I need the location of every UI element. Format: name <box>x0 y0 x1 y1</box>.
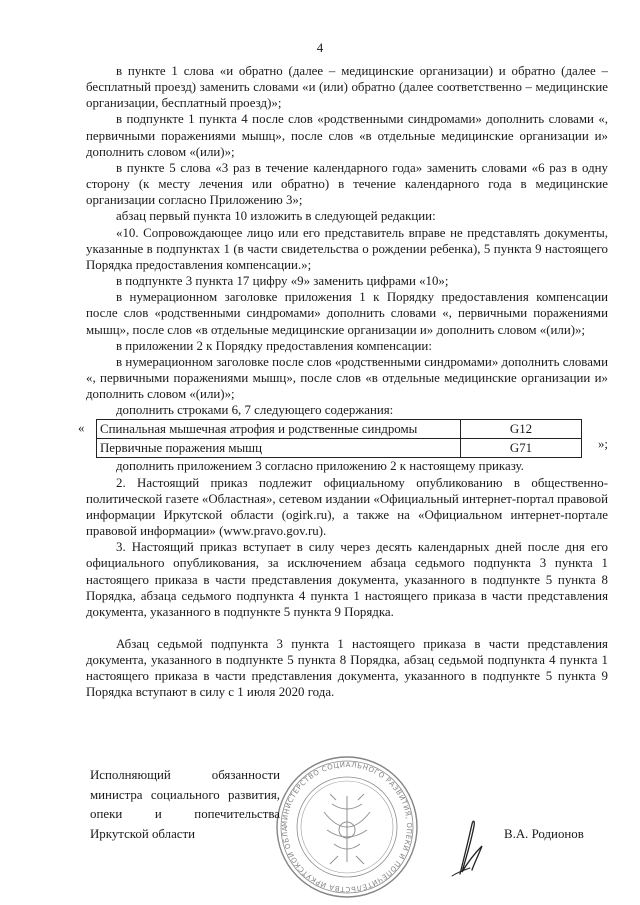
page-number: 4 <box>316 40 324 55</box>
diagnosis-table <box>96 419 582 458</box>
table-open-quote: « <box>78 421 85 436</box>
signatory-name: В.А. Родионов <box>504 827 584 841</box>
paragraph: в пункте 1 слова «и обратно (далее – медицинские организации) и обратно (далее – бесплатный проезд) заменить словами «и (или) обратно (далее соответственно – медицинские организации, бесплатный проезд)»; <box>86 64 608 111</box>
diagnosis-name: Спинальная мышечная атрофия и родственные синдромы <box>97 420 461 439</box>
official-seal-icon <box>272 752 422 905</box>
signatory-title-line: Исполняющий обязанности <box>90 768 280 782</box>
paragraph: «10. Сопровождающее лицо или его представитель вправе не представлять документы, указанные в подпунктах 1 (в части свидетельства о рождении ребенка), 5 пункта 9 настоящего Порядка предоставления компенсации.»; <box>86 225 608 272</box>
paragraph: дополнить строками 6, 7 следующего содержания: <box>116 403 394 418</box>
paragraph: 2. Настоящий приказ подлежит официальному опубликованию в общественно-политической газете «Областная», сетевом издании «Официальный интернет-портал правовой информации Иркутской области (ogirk.ru), а также на «Официальном интернет-портале правовой информации» (www.pravo.gov.ru). <box>86 475 608 539</box>
paragraph-gap <box>86 620 608 636</box>
table-row <box>97 439 582 458</box>
diagnosis-code: G71 <box>461 439 582 458</box>
paragraph: в подпункте 1 пункта 4 после слов «родственными синдромами» дополнить словами «, первичными поражениями мышц», после слов «в отдельные медицинские организации и» дополнить словом «(или)»; <box>86 112 608 159</box>
handwritten-signature-icon <box>438 812 498 886</box>
svg-text:МИНИСТЕРСТВО СОЦИАЛЬНОГО РАЗВИ: МИНИСТЕРСТВО СОЦИАЛЬНОГО РАЗВИТИЯ, ОПЕКИ И ПОПЕЧИТЕЛЬСТВА ИРКУТСКОЙ ОБЛА <box>280 760 414 894</box>
paragraph-final: Абзац седьмой подпункта 3 пункта 1 настоящего приказа в части представления документа, указанного в подпункте 5 пункта 8 Порядка, абзац седьмой подпункта 4 пункта 1 настоящего приказа в части представления документа, указанного в подпункте 5 пункта 9 Порядка вступают в силу с 1 июля 2020 года. <box>86 637 608 700</box>
paragraph: в приложении 2 к Порядку предоставления компенсации: <box>116 338 432 353</box>
table-close-quote: »; <box>597 437 608 452</box>
document-body <box>78 63 608 701</box>
diagnosis-name: Первичные поражения мышц <box>97 439 461 458</box>
paragraph: в подпункте 3 пункта 17 цифру «9» заменить цифрами «10»; <box>116 274 449 289</box>
inserted-table-block <box>78 419 608 458</box>
signatory-title-line: опеки и попечительства <box>90 807 280 821</box>
table-row <box>97 420 582 439</box>
paragraph: в пункте 5 слова «3 раз в течение календарного года» заменить словами «6 раз в одну сторону (к месту лечения или обратно) в течение календарного года в медицинские организации согласно Приложению 3»; <box>86 160 608 208</box>
signature-block <box>86 760 608 894</box>
paragraph: в нумерационном заголовке приложения 1 к Порядку предоставления компенсации после слов «родственными синдромами» дополнить словами «, первичными поражениями мышц», после слов «в отдельные медицинские организации и» дополнить словом «(или)»; <box>86 290 608 337</box>
diagnosis-code: G12 <box>461 420 582 439</box>
signatory-title-line: министра социального развития, <box>90 787 280 802</box>
paragraph: дополнить приложением 3 согласно приложению 2 к настоящему приказу. <box>116 459 524 474</box>
paragraph: в нумерационном заголовке после слов «родственными синдромами» дополнить словами «, первичными поражениями мышц», после слов «в отдельные медицинские организации и» дополнить словом «(или)»; <box>86 354 608 402</box>
signatory-title <box>90 766 280 844</box>
paragraph: абзац первый пункта 10 изложить в следующей редакции: <box>116 209 436 224</box>
signatory-title-line: Иркутской области <box>90 826 196 841</box>
paragraph: 3. Настоящий приказ вступает в силу через десять календарных дней после дня его официального опубликования, за исключением абзаца седьмого подпункта 3 пункта 1 настоящего приказа в части представления документа, указанного в подпункте 5 пункта 8 Порядка, абзаца седьмого подпункта 4 пункта 1 настоящего приказа в части представления документа, указанного в подпункте 5 пункта 9 Порядка. <box>86 540 608 619</box>
